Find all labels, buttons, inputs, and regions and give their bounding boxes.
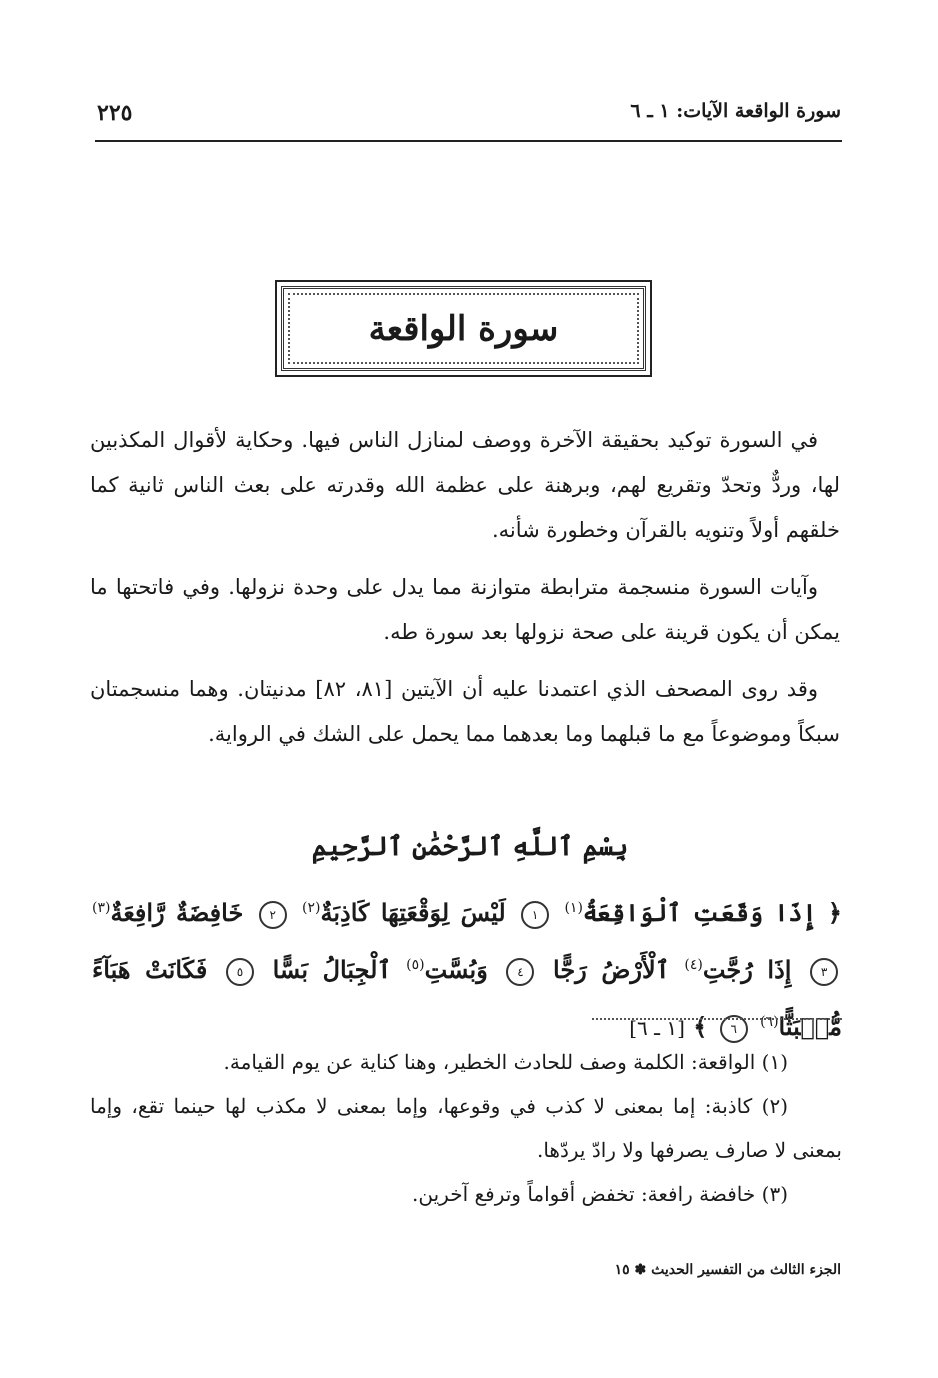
verse-text: إِذَا وَقَعَتِ ٱلْوَاقِعَةُ (582, 898, 817, 927)
verse-text: خَافِضَةٌ رَّافِعَةٌ (110, 898, 244, 927)
intro-paragraph: وقد روى المصحف الذي اعتمدنا عليه أن الآيتين [٨١، ٨٢] مدنيتان. وهما منسجمتان سبكاً وموضوعاً مع ما قبلهما وما بعدهما مما يحمل على الشك في الرواية. (90, 677, 840, 746)
header-rule (95, 140, 842, 142)
verse-text: فَكَانَتْ هَبَآءً مُّنۢبَثًّا (92, 955, 842, 1041)
page-footer: الجزء الثالث من التفسير الحديث ✽ ١٥ (614, 1262, 841, 1278)
verse-number-medallion: ١ (521, 901, 549, 929)
verse-text: ٱلْجِبَالُ بَسًّا (272, 955, 392, 984)
verse-range-reference: [١ ـ ٦] (629, 1016, 685, 1040)
verse-number-medallion: ٦ (720, 1015, 748, 1043)
intro-paragraph: في السورة توكيد بحقيقة الآخرة ووصف لمنازل الناس فيها. وحكاية لأقوال المكذبين لها، وردٌّ وتحدّ وتقريع لهم، وبرهنة على عظمة الله وقدرته على بعث الناس ثانية كما خلقهم أولاً وتنويه بالقرآن وخطورة شأنه. (90, 428, 840, 542)
quran-verses (92, 882, 842, 1054)
footnote: (٢) كاذبة: إما بمعنى لا كذب في وقوعها، وإما بمعنى لا مكذب لها حينما تقع، وإما بمعنى لا صارف يصرفها ولا رادّ يردّها. (90, 1094, 842, 1162)
footnote-marker: (٣) (92, 900, 111, 916)
verse-text: إِذَا رُجَّتِ (702, 955, 792, 984)
verse-number-medallion: ٥ (226, 958, 254, 986)
title-frame-inner (281, 286, 646, 371)
surah-title-frame (275, 280, 652, 377)
verse-text: لَيْسَ لِوَقْعَتِهَا كَاذِبَةٌ (320, 898, 506, 927)
footnote-marker: (٢) (302, 900, 321, 916)
verse-number-medallion: ٣ (810, 958, 838, 986)
verse-text: وَبُسَّتِ (424, 955, 488, 984)
page-number: ٢٢٥ (97, 100, 133, 126)
basmala: بِسْمِ ٱللَّهِ ٱلرَّحْمَٰنِ ٱلرَّحِيمِ (311, 832, 629, 862)
verse-text: ٱلْأَرْضُ رَجًّا (553, 955, 670, 984)
footnote-marker: (٤) (684, 957, 703, 973)
page-header (97, 96, 841, 128)
intro-text (90, 418, 840, 769)
footnote-marker: (١) (564, 900, 583, 916)
footnote: (١) الواقعة: الكلمة وصف للحادث الخطير، وهنا كناية عن يوم القيامة. (223, 1050, 788, 1074)
footnote: (٣) خافضة رافعة: تخفض أقواماً وترفع آخرين. (412, 1182, 788, 1206)
intro-paragraph: وآيات السورة منسجمة مترابطة متوازنة مما يدل على وحدة نزولها. وفي فاتحتها ما يمكن أن يكون قرينة على صحة نزولها بعد سورة طه. (90, 575, 840, 644)
footnote-separator (592, 1018, 842, 1020)
running-title: سورة الواقعة الآيات: ١ ـ ٦ (630, 100, 841, 122)
footnote-marker: (٦) (760, 1014, 779, 1030)
ornate-bracket-open: ﴿ (827, 898, 842, 927)
verse-number-medallion: ٤ (506, 958, 534, 986)
ornate-bracket-close: ﴾ (693, 1012, 708, 1041)
footnote-marker: (٥) (406, 957, 425, 973)
verse-number-medallion: ٢ (259, 901, 287, 929)
footnotes (90, 1040, 842, 1216)
surah-title: سورة الواقعة (368, 308, 559, 349)
